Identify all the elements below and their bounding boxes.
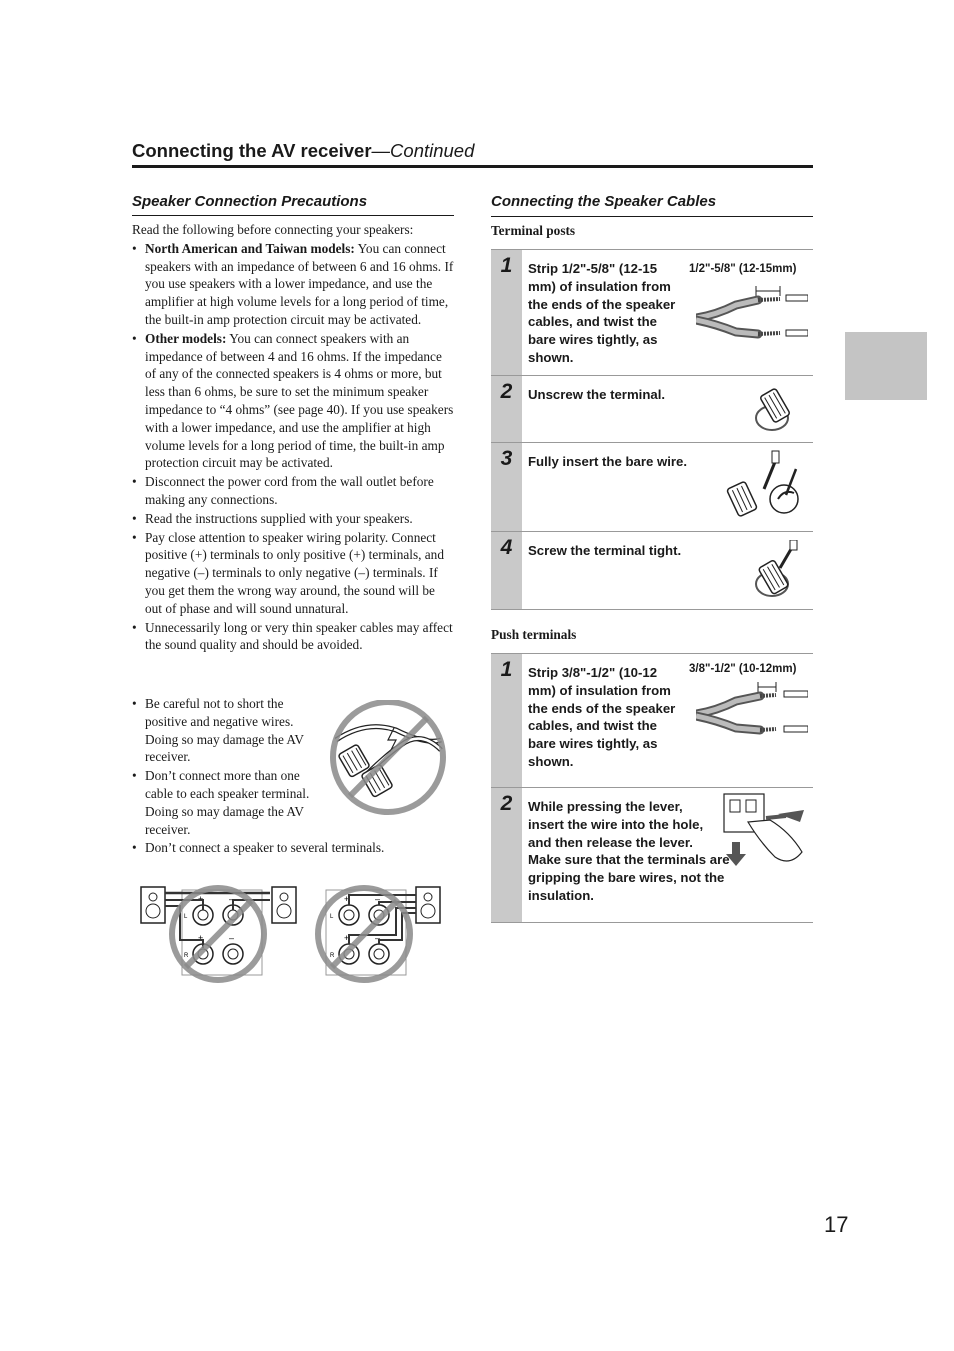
precautions-intro: Read the following before connecting your speakers: xyxy=(132,222,414,237)
header-continued: —Continued xyxy=(371,140,475,161)
short-list xyxy=(132,695,322,838)
step-text: Fully insert the bare wire. xyxy=(528,454,688,469)
step-row xyxy=(491,654,813,788)
step-number: 4 xyxy=(491,532,522,609)
screw-terminal-icon xyxy=(752,540,807,602)
step-number: 2 xyxy=(491,376,522,442)
speaker-cables-title: Connecting the Speaker Cables xyxy=(491,193,717,210)
last-list xyxy=(132,839,454,857)
bullet-text: Pay close attention to speaker wiring polarity. Connect positive (+) terminals to only positive (+) terminals, and negative (–) terminals to only negative (–) terminals. If you get them the wrong way around, the sound will be out of phase and will sound unnatural. xyxy=(145,529,444,616)
page-header xyxy=(132,140,474,162)
right-label: R xyxy=(184,953,189,959)
step-row xyxy=(491,443,813,532)
minus-label: – xyxy=(229,933,235,943)
step-content xyxy=(522,250,813,375)
speaker-cables-rule xyxy=(491,216,813,217)
short-bullets xyxy=(132,695,322,838)
step-row xyxy=(491,532,813,610)
plus-label: + xyxy=(344,933,350,943)
section-tab xyxy=(845,332,927,400)
bullet-text: You can connect speakers with an impedance of between 4 and 16 ohms. If the impedance of any of the connected speakers is 4 ohms or more, but less than 6 ohms, be sure to set the minimum speaker impedance to “4 ohms” (see page 40). If you use speakers with a lower impedance, and use the amplifier at high volume levels for a long period of time, the built-in amp protection circuit may be activated. xyxy=(145,330,454,471)
precautions-rule xyxy=(132,215,454,216)
right-label: R xyxy=(330,953,335,959)
step-content xyxy=(522,654,813,787)
header-rule xyxy=(132,165,813,168)
step-content xyxy=(522,532,813,609)
step-text: Strip 1/2"-5/8" (12-15 mm) of insulation from the ends of the speaker cables, and twist the bare wires tightly, as shown. xyxy=(528,261,676,365)
list-item xyxy=(132,240,454,329)
step-content xyxy=(522,376,813,442)
step-row xyxy=(491,376,813,443)
step-number: 3 xyxy=(491,443,522,531)
list-item xyxy=(132,473,454,509)
list-item xyxy=(132,839,454,857)
step-text: Screw the terminal tight. xyxy=(528,543,682,558)
minus-label: – xyxy=(375,894,381,904)
step-content xyxy=(522,443,813,531)
push-terminals-heading: Push terminals xyxy=(491,627,577,642)
step-text: Unscrew the terminal. xyxy=(528,387,666,402)
bullet-text: Disconnect the power cord from the wall outlet before making any connections. xyxy=(145,474,434,507)
bullet-bold: North American and Taiwan models: xyxy=(145,240,355,256)
unscrew-terminal-icon xyxy=(752,384,802,436)
strip-length-label: 3/8"-1/2" (10-12mm) xyxy=(689,663,797,675)
bullet-text: Be careful not to short the positive and negative wires. Doing so may damage the AV receiver. xyxy=(145,696,304,765)
cable-strip-icon xyxy=(696,678,808,748)
bullet-text: Don’t connect a speaker to several terminals. xyxy=(145,840,385,855)
step-number: 2 xyxy=(491,788,522,922)
precautions-title: Speaker Connection Precautions xyxy=(132,193,368,210)
bullet-text: Read the instructions supplied with your speakers. xyxy=(145,510,413,526)
header-title: Connecting the AV receiver xyxy=(132,140,372,161)
terminal-posts-steps xyxy=(491,249,813,610)
list-item xyxy=(132,767,322,838)
list-item xyxy=(132,619,454,655)
push-terminal-icon xyxy=(720,792,810,872)
step-note: Make sure that the terminals are gripping the bare wires, not the insulation. xyxy=(528,852,730,903)
bullet-text: You can connect speakers with an impedance of between 6 and 16 ohms. If you use speakers with a lower impedance, and use the amplifier at high volume levels for a long period of time, the built-in amp protection circuit may be activated. xyxy=(145,240,454,327)
step-number: 1 xyxy=(491,250,522,375)
list-item xyxy=(132,510,454,528)
terminal-posts-heading: Terminal posts xyxy=(491,223,576,238)
precautions-list xyxy=(132,240,454,654)
wrong-connection-illustration-2 xyxy=(312,880,444,985)
strip-length-label: 1/2"-5/8" (12-15mm) xyxy=(689,263,797,275)
left-label: L xyxy=(184,914,188,920)
step-row xyxy=(491,250,813,376)
plus-label: + xyxy=(344,894,350,904)
step-row xyxy=(491,788,813,923)
insert-wire-icon xyxy=(722,449,807,524)
plus-label: + xyxy=(198,894,204,904)
step-content xyxy=(522,788,813,922)
step-text: While pressing the lever, insert the wire into the hole, and then release the lever. xyxy=(528,799,704,850)
wrong-connection-illustration-1 xyxy=(140,880,300,985)
precautions-body xyxy=(132,221,454,654)
minus-label: – xyxy=(375,933,381,943)
minus-label: – xyxy=(229,894,235,904)
bullet-bold: Other models: xyxy=(145,330,227,346)
short-circuit-illustration xyxy=(326,700,446,815)
step-number: 1 xyxy=(491,654,522,787)
last-bullet xyxy=(132,839,454,857)
list-item xyxy=(132,695,322,766)
step-text: Strip 3/8"-1/2" (10-12 mm) of insulation from the ends of the speaker cables, and twist the bare wires tightly, as shown. xyxy=(528,665,676,769)
bullet-text: Unnecessarily long or very thin speaker cables may affect the sound quality and should be avoided. xyxy=(145,619,453,653)
left-label: L xyxy=(330,914,334,920)
cable-strip-icon xyxy=(696,280,808,350)
push-terminals-steps xyxy=(491,653,813,923)
plus-label: + xyxy=(198,933,204,943)
bullet-text: Don’t connect more than one cable to each speaker terminal. Doing so may damage the AV receiver. xyxy=(145,768,310,837)
page-number: 17 xyxy=(824,1212,849,1237)
list-item xyxy=(132,330,454,472)
list-item xyxy=(132,529,454,618)
